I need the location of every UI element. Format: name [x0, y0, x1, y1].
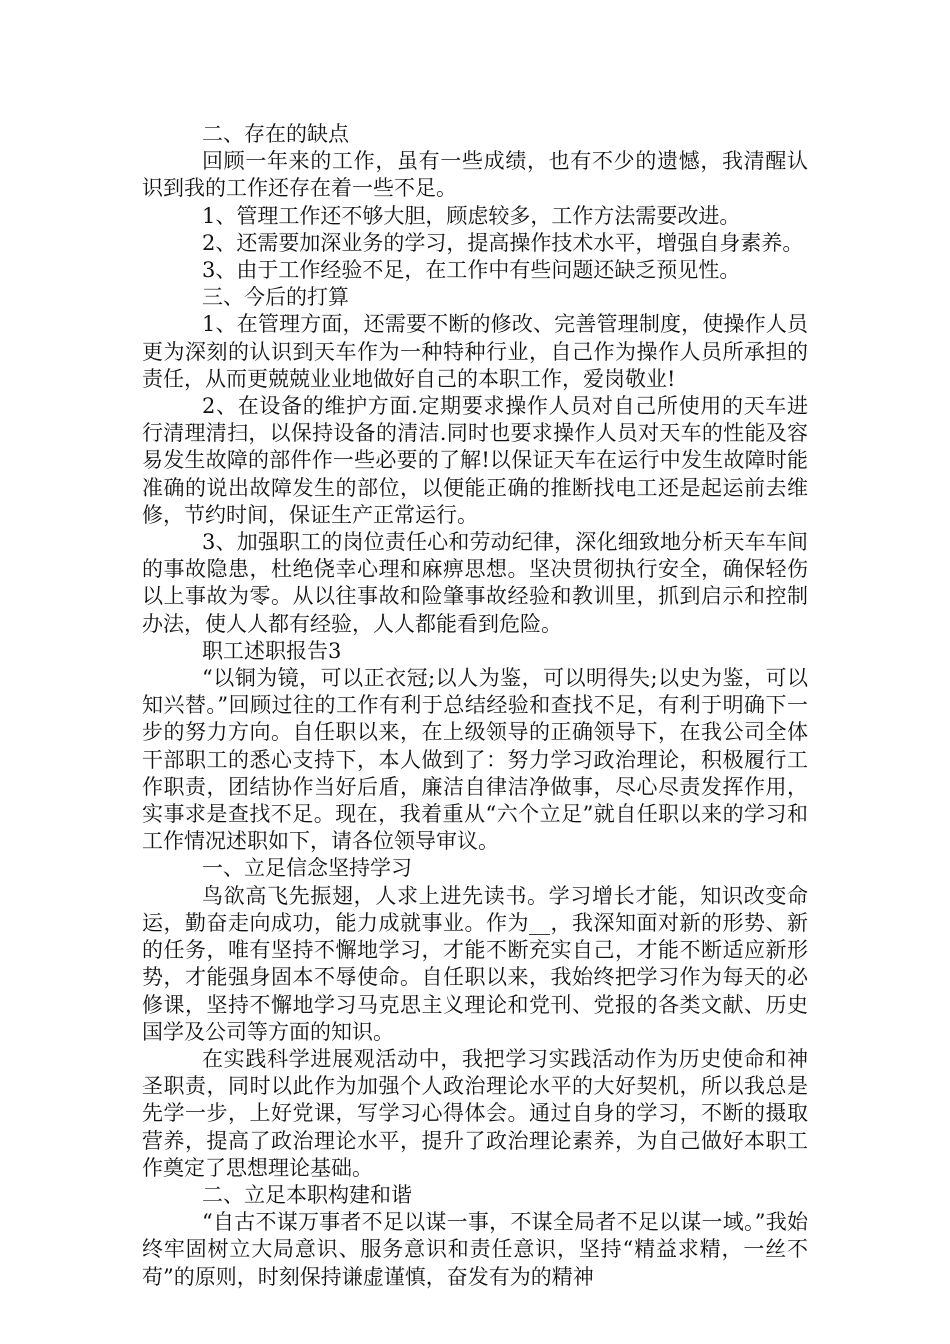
list-item: 1、在管理方面，还需要不断的修改、完善管理制度，使操作人员更为深刻的认识到天车作为一种特种行业，自己作为操作人员所承担的责任，从而更兢兢业业地做好自己的本职工作，爱岗敬业! [142, 312, 808, 391]
report-title: 职工述职报告3 [202, 638, 342, 663]
paragraph: 鸟欲高飞先振翅，人求上进先读书。学习增长才能，知识改变命运，勤奋走向成功，能力成就事业。作为__，我深知面对新的形势、新的任务，唯有坚持不懈地学习，才能不断充实自己，才能不断适应新形势，才能强身固本不辱使命。自任职以来，我始终把学习作为每天的必修课，坚持不懈地学习马克思主义理论和党刊、党报的各类文献、历史国学及公司等方面的知识。 [142, 883, 808, 1044]
list-item: 3、加强职工的岗位责任心和劳动纪律，深化细致地分析天车车间的事故隐患，杜绝侥幸心理和麻痹思想。坚决贯彻执行安全，确保轻伤以上事故为零。从以往事故和险肇事故经验和教训里，抓到启示和控制办法，使人人都有经验，人人都能看到危险。 [142, 530, 808, 636]
paragraph: “以铜为镜，可以正衣冠;以人为鉴，可以明得失;以史为鉴，可以知兴替。”回顾过往的工作有利于总结经验和查找不足，有利于明确下一步的努力方向。自任职以来，在上级领导的正确领导下，在我公司全体干部职工的悉心支持下，本人做到了：努力学习政治理论，积极履行工作职责，团结协作当好后盾，廉洁自律洁净做事，尽心尽责发挥作用，实事求是查找不足。现在，我着重从“六个立足”就自任职以来的学习和工作情况述职如下，请各位领导审议。 [142, 666, 808, 854]
list-item: 1、管理工作还不够大胆，顾虑较多，工作方法需要改进。 [202, 203, 741, 228]
paragraph: 回顾一年来的工作，虽有一些成绩，也有不少的遗憾，我清醒认识到我的工作还存在着一些不足。 [142, 149, 808, 201]
document-body [142, 121, 808, 1291]
section-heading-plans: 三、今后的打算 [202, 285, 349, 310]
section-heading-shortcomings: 二、存在的缺点 [202, 122, 349, 146]
list-item: 2、在设备的维护方面.定期要求操作人员对自己所使用的天车进行清理清扫，以保持设备的清洁.同时也要求操作人员对天车的性能及容易发生故障的部件作一些必要的了解!以保证天车在运行中发生故障时能准确的说出故障发生的部位，以便能正确的推断找电工还是起运前去维修，节约时间，保证生产正常运行。 [142, 394, 808, 527]
section-heading-harmony: 二、立足本职构建和谐 [202, 1182, 412, 1207]
paragraph: 在实践科学进展观活动中，我把学习实践活动作为历史使命和神圣职责，同时以此作为加强个人政治理论水平的大好契机，所以我总是先学一步，上好党课，写学习心得体会。通过自身的学习，不断的摄取营养，提高了政治理论水平，提升了政治理论素养，为自己做好本职工作奠定了思想理论基础。 [142, 1046, 808, 1180]
list-item: 2、还需要加深业务的学习，提高操作技术水平，增强自身素养。 [202, 230, 804, 255]
paragraph: “自古不谋万事者不足以谋一事，不谋全局者不足以谋一域。”我始终牢固树立大局意识、服务意识和责任意识，坚持“精益求精，一丝不苟”的原则，时刻保持谦虚谨慎，奋发有为的精神 [142, 1210, 808, 1289]
list-item: 3、由于工作经验不足，在工作中有些问题还缺乏预见性。 [202, 258, 741, 283]
section-heading-study: 一、立足信念坚持学习 [202, 856, 412, 881]
